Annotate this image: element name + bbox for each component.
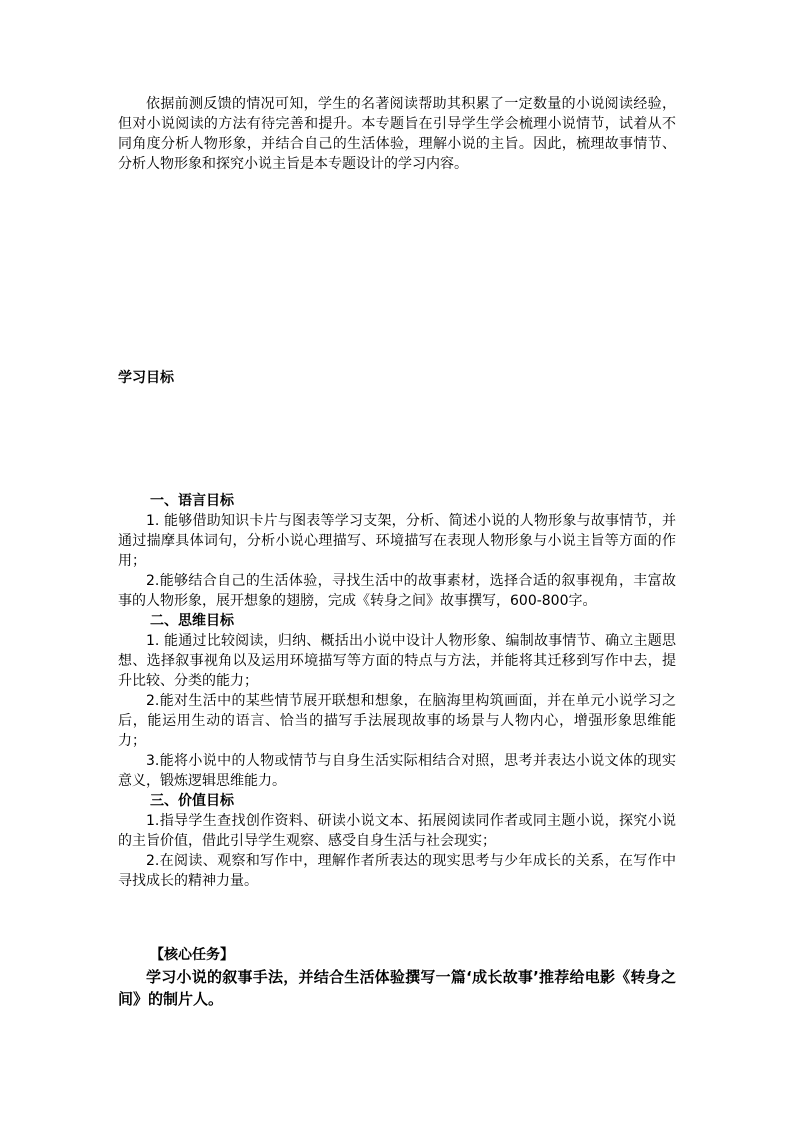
goals-section <box>118 491 676 891</box>
thinking-goal-item-1: 1. 能通过比较阅读，归纳、概括出小说中设计人物形象、编制故事情节、确立主题思想、选择叙事视角以及运用环境描写等方面的特点与方法，并能将其迁移到写作中去，提升比较、分类的能力； <box>118 633 676 689</box>
value-goal-item-2: 2.在阅读、观察和写作中，理解作者所表达的现实思考与少年成长的关系，在写作中寻找成长的精神力量。 <box>118 853 676 889</box>
intro-section <box>118 94 676 174</box>
intro-paragraph: 依据前测反馈的情况可知，学生的名著阅读帮助其积累了一定数量的小说阅读经验，但对小说阅读的方法有待完善和提升。本专题旨在引导学生学会梳理小说情节，试着从不同角度分析人物形象，并结合自己的生活体验，理解小说的主旨。因此，梳理故事情节、分析人物形象和探究小说主旨是本专题设计的学习内容。 <box>118 96 676 172</box>
value-goals-title: 三、价值目标 <box>150 793 234 809</box>
thinking-goal-item-2: 2.能对生活中的某些情节展开联想和想象，在脑海里构筑画面，并在单元小说学习之后，能运用生动的语言、恰当的描写手法展现故事的场景与人物内心，增强形象思维能力； <box>118 693 676 749</box>
thinking-goals-title: 二、思维目标 <box>150 613 234 629</box>
core-task-label: 【核心任务】 <box>150 947 234 963</box>
core-task-text: 学习小说的叙事手法，并结合生活体验撰写一篇‘成长故事’推荐给电影《转身之间》的制片人。 <box>118 968 676 1008</box>
language-goal-item-2: 2.能够结合自己的生活体验，寻找生活中的故事素材，选择合适的叙事视角，丰富故事的人物形象，展开想象的翅膀，完成《转身之间》故事撰写，600-800字。 <box>118 573 676 609</box>
learning-goals-heading: 学习目标 <box>118 370 174 386</box>
language-goal-item-1: 1. 能够借助知识卡片与图表等学习支架，分析、简述小说的人物形象与故事情节，并通过揣摩具体词句，分析小说心理描写、环境描写在表现人物形象与小说主旨等方面的作用； <box>118 513 676 569</box>
value-goal-item-1: 1.指导学生查找创作资料、研读小说文本、拓展阅读同作者或同主题小说，探究小说的主旨价值，借此引导学生观察、感受自身生活与社会现实； <box>118 813 676 849</box>
thinking-goal-item-3: 3.能将小说中的人物或情节与自身生活实际相结合对照，思考并表达小说文体的现实意义，锻炼逻辑思维能力。 <box>118 753 676 789</box>
language-goals-title: 一、语言目标 <box>150 493 234 509</box>
